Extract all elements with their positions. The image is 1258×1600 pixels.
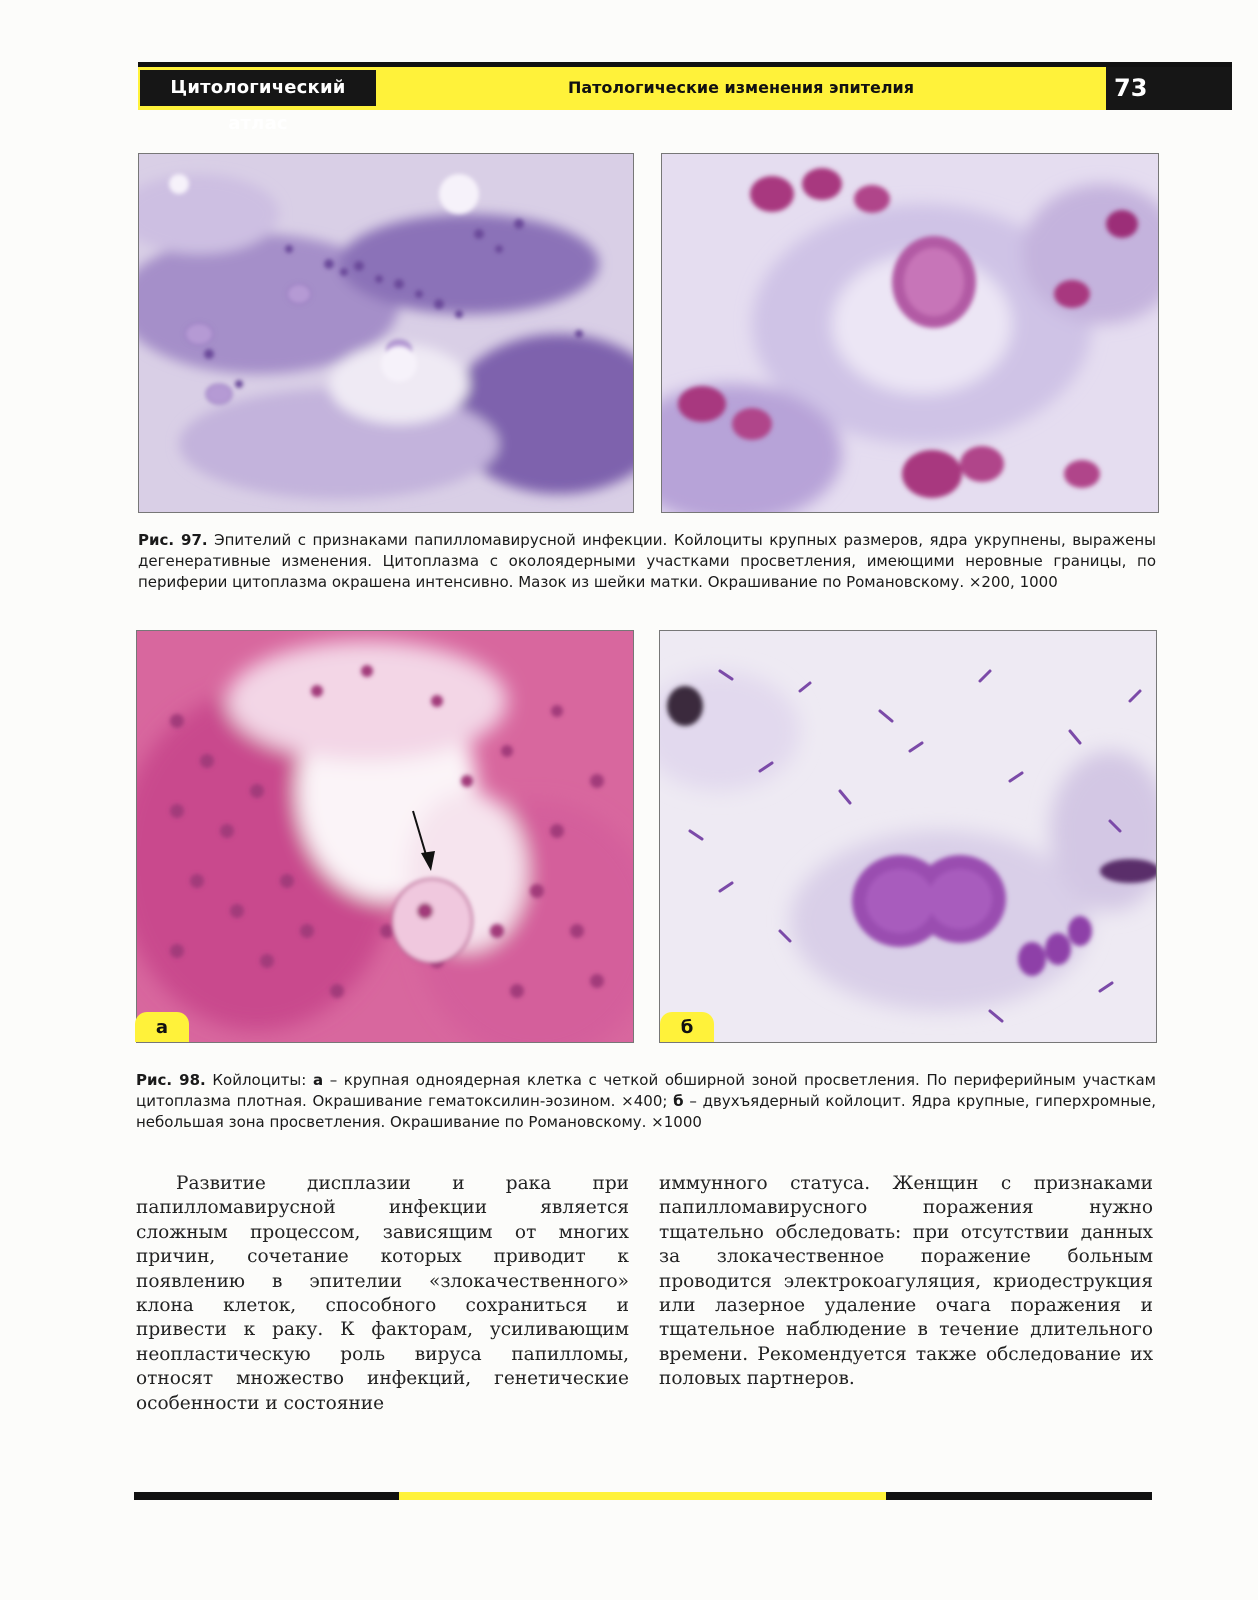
figure97-micrograph-right xyxy=(661,153,1159,513)
figure97-label: Рис. 97. xyxy=(138,531,208,549)
page-number: 73 xyxy=(1106,67,1232,110)
figure98-letter-b: б xyxy=(673,1092,684,1110)
figure98-label: Рис. 98. xyxy=(136,1071,206,1089)
figure98-intro: Койлоциты: xyxy=(212,1071,307,1089)
figure98-text-b: – двухъядерный койлоцит. Ядра крупные, гиперхромные, небольшая зона просветления. Окрашивание по Романовскому. ×1000 xyxy=(136,1092,1156,1131)
section-title: Патологические изменения эпителия xyxy=(567,78,915,97)
figure97-micrograph-left xyxy=(138,153,634,513)
figure98-text-a: – крупная одноядерная клетка с четкой обширной зоной просветления. По периферийным участкам цитоплазма плотная. Окрашивание гематоксилин-эозином. ×400; xyxy=(136,1071,1156,1110)
footer-rule-right xyxy=(886,1492,1152,1500)
body-column-1: Развитие дисплазии и рака при папилломавирусной инфекции является сложным процессом, зависящим от многих причин, сочетание которых приводит к появлению в эпителии «злокачественного» клона клеток, способного сохраниться и привести к раку. К факторам, усиливающим неопластическую роль вируса папилломы, относят множество инфекций, генетические особенности и состояние xyxy=(136,1173,629,1414)
book-title: Цитологический атлас xyxy=(140,70,376,106)
figure98-caption xyxy=(136,1070,1156,1133)
figure98-micrograph-a xyxy=(136,630,634,1043)
footer-rule-left xyxy=(134,1492,399,1500)
figure97-caption-text: Эпителий с признаками папилломавирусной инфекции. Койлоциты крупных размеров, ядра укрупнены, выражены дегенеративные изменения. Цитоплазма с околоядерными участками просветления, имеющими неровные границы, по периферии цитоплазма окрашена интенсивно. Мазок из шейки матки. Окрашивание по Романовскому. ×200, 1000 xyxy=(138,531,1156,591)
panel-a-label: а xyxy=(135,1012,189,1042)
figure98-micrograph-b xyxy=(659,630,1157,1043)
body-column-2: иммунного статуса. Женщин с признаками папилломавирусного поражения нужно тщательно обследовать: при отсутствии данных за злокачественное поражение больным проводится электрокоагуляция, криодеструкция или лазерное удаление очага поражения и тщательное наблюдение в течение длительного времени. Рекомендуется также обследование их половых партнеров. xyxy=(659,1173,1153,1390)
figure98-letter-a: а xyxy=(312,1071,324,1089)
footer-rule-center xyxy=(399,1492,886,1500)
panel-b-label: б xyxy=(660,1012,714,1042)
figure97-caption xyxy=(138,530,1156,593)
